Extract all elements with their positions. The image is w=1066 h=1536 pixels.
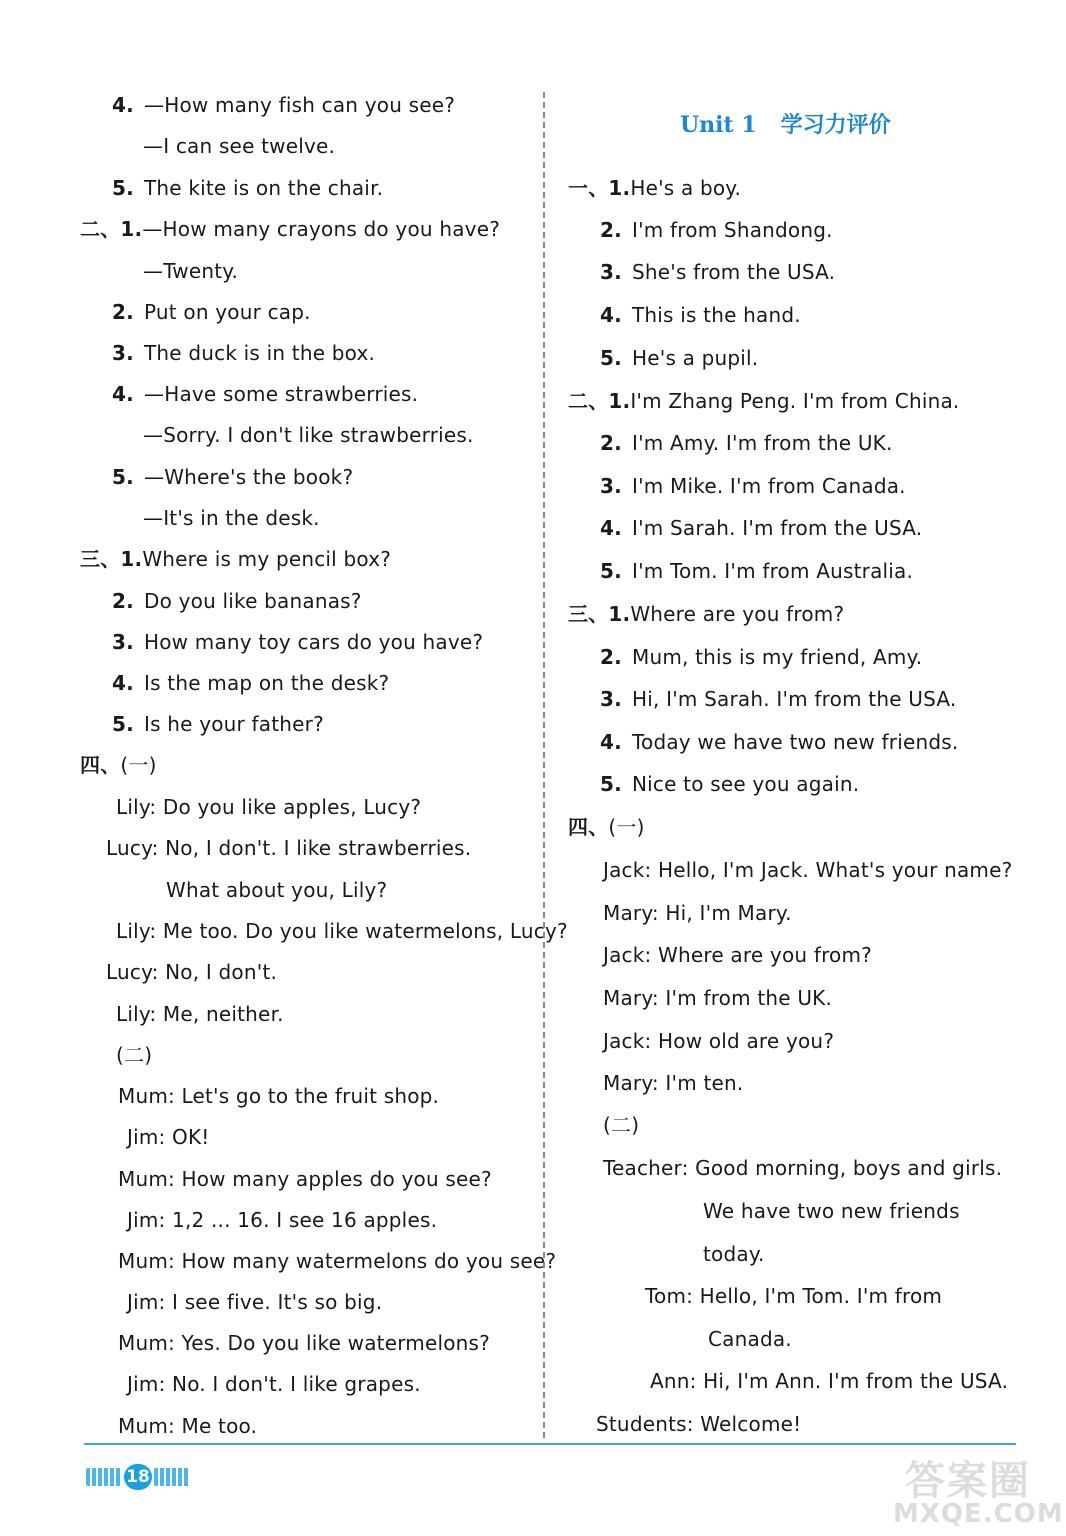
item-number: 2. (600, 431, 622, 455)
right-line (603, 857, 1012, 883)
right-line (600, 430, 893, 456)
item-text: Mary: Hi, I'm Mary. (603, 901, 792, 925)
badge-grid-left (86, 1468, 122, 1486)
right-line (600, 473, 906, 499)
left-line (112, 711, 324, 737)
right-line (603, 942, 872, 968)
right-line (600, 686, 956, 712)
item-text: —How many fish can you see? (144, 93, 456, 117)
column-divider (543, 92, 545, 1438)
item-text: Jack: Where are you from? (603, 943, 872, 967)
item-number: 5. (600, 346, 622, 370)
item-text: —Twenty. (143, 259, 239, 283)
right-line (603, 1112, 639, 1138)
left-line (143, 133, 335, 159)
item-text: Jack: How old are you? (603, 1029, 835, 1053)
item-text: I'm Sarah. I'm from the USA. (632, 516, 923, 540)
item-text: Mum: Let's go to the fruit shop. (118, 1084, 440, 1108)
item-text: Lily: Me, neither. (116, 1002, 284, 1026)
right-line (600, 302, 801, 328)
left-line (112, 381, 418, 407)
item-number: 二、1. (80, 217, 143, 241)
item-text: (二) (603, 1113, 640, 1137)
left-line (116, 794, 421, 820)
item-text: Where are you from? (630, 602, 845, 626)
item-text: She's from the USA. (632, 260, 836, 284)
item-text: Jack: Hello, I'm Jack. What's your name? (603, 858, 1013, 882)
right-line (645, 1283, 942, 1309)
right-line (600, 217, 833, 243)
watermark-bottom: MXQE.COM (893, 1499, 1064, 1529)
item-number: 3. (600, 260, 622, 284)
item-number: 5. (112, 712, 134, 736)
left-line (143, 505, 320, 531)
item-text: This is the hand. (632, 303, 801, 327)
left-line (118, 1166, 492, 1192)
item-text: He's a pupil. (632, 346, 759, 370)
item-text: Jim: OK! (127, 1125, 210, 1149)
item-text: Lucy: No, I don't. I like strawberries. (106, 836, 472, 860)
left-line (118, 1248, 556, 1274)
item-text: Mum, this is my friend, Amy. (632, 645, 923, 669)
unit-title: 学习力评价 (780, 112, 891, 138)
left-line (112, 175, 383, 201)
right-line (568, 175, 741, 201)
item-text: (一) (120, 753, 157, 777)
item-text: Mum: Yes. Do you like watermelons? (118, 1331, 490, 1355)
left-line (116, 1001, 284, 1027)
item-text: Canada. (708, 1327, 792, 1351)
item-number: 二、1. (568, 389, 631, 413)
watermark-top: 答案圈 (905, 1458, 1031, 1504)
item-number: 四、 (80, 753, 121, 777)
item-number: 4. (600, 516, 622, 540)
left-line (112, 629, 483, 655)
item-text: Nice to see you again. (632, 772, 860, 796)
left-line (143, 258, 238, 284)
item-text: Jim: 1,2 ... 16. I see 16 apples. (127, 1208, 438, 1232)
badge-grid-right (154, 1468, 190, 1486)
page-badge (86, 1464, 190, 1490)
item-text: Ann: Hi, I'm Ann. I'm from the USA. (650, 1369, 1009, 1393)
item-text: Lily: Me too. Do you like watermelons, Lucy? (116, 919, 568, 943)
item-text: What about you, Lily? (166, 878, 388, 902)
left-line (118, 1330, 490, 1356)
left-line (116, 1042, 152, 1068)
item-text: I'm Amy. I'm from the UK. (632, 431, 893, 455)
item-text: Hi, I'm Sarah. I'm from the USA. (632, 687, 957, 711)
right-line (600, 644, 922, 670)
left-line (80, 752, 157, 778)
right-line (650, 1368, 1008, 1394)
unit-label: Unit 1 (680, 112, 757, 138)
right-line (600, 729, 958, 755)
item-text: (二) (116, 1043, 153, 1067)
item-number: 四、 (568, 815, 609, 839)
left-line (127, 1371, 421, 1397)
item-number: 3. (600, 474, 622, 498)
left-line (127, 1289, 382, 1315)
item-text: Teacher: Good morning, boys and girls. (603, 1156, 1003, 1180)
item-text: Is the map on the desk? (144, 671, 390, 695)
item-text: The duck is in the box. (144, 341, 376, 365)
footer-rule (84, 1443, 1016, 1445)
item-number: 3. (112, 630, 134, 654)
item-number: 3. (112, 341, 134, 365)
item-text: I'm Tom. I'm from Australia. (632, 559, 914, 583)
right-line (603, 1028, 834, 1054)
item-number: 2. (112, 589, 134, 613)
item-text: today. (703, 1242, 765, 1266)
item-number: 4. (600, 730, 622, 754)
right-line (603, 985, 832, 1011)
right-line (603, 900, 792, 926)
page-number: 18 (124, 1464, 152, 1490)
item-text: Mary: I'm from the UK. (603, 986, 833, 1010)
item-text: —Have some strawberries. (144, 382, 419, 406)
item-text: Lily: Do you like apples, Lucy? (116, 795, 422, 819)
item-text: I'm Mike. I'm from Canada. (632, 474, 906, 498)
right-line (708, 1326, 792, 1352)
right-line (603, 1070, 743, 1096)
item-text: Put on your cap. (144, 300, 311, 324)
item-number: 3. (600, 687, 622, 711)
left-line (166, 877, 387, 903)
left-line (116, 918, 568, 944)
item-number: 4. (112, 382, 134, 406)
left-line (127, 1207, 437, 1233)
right-line (596, 1411, 801, 1437)
item-number: 4. (112, 671, 134, 695)
item-number: 5. (112, 176, 134, 200)
left-line (112, 670, 389, 696)
left-line (106, 835, 471, 861)
item-number: 5. (600, 559, 622, 583)
item-number: 一、1. (568, 176, 631, 200)
left-line (80, 216, 500, 242)
right-line (568, 601, 844, 627)
item-text: He's a boy. (630, 176, 742, 200)
item-text: I'm from Shandong. (632, 218, 833, 242)
right-line (600, 515, 922, 541)
right-line (703, 1241, 765, 1267)
left-line (112, 299, 311, 325)
item-text: Students: Welcome! (596, 1412, 802, 1436)
right-line (600, 345, 758, 371)
item-number: 5. (600, 772, 622, 796)
left-line (106, 959, 277, 985)
item-text: —I can see twelve. (143, 134, 336, 158)
left-line (112, 92, 455, 118)
item-text: Today we have two new friends. (632, 730, 959, 754)
item-text: Mum: How many watermelons do you see? (118, 1249, 557, 1273)
item-text: Do you like bananas? (144, 589, 362, 613)
item-text: Jim: No. I don't. I like grapes. (127, 1372, 421, 1396)
item-text: (一) (608, 815, 645, 839)
right-line (600, 771, 859, 797)
left-line (112, 588, 362, 614)
left-line (112, 464, 353, 490)
item-text: Is he your father? (144, 712, 324, 736)
item-text: Mum: Me too. (118, 1414, 258, 1438)
item-number: 2. (112, 300, 134, 324)
item-text: —How many crayons do you have? (142, 217, 501, 241)
item-number: 5. (112, 465, 134, 489)
item-text: Tom: Hello, I'm Tom. I'm from (645, 1284, 943, 1308)
item-text: I'm Zhang Peng. I'm from China. (630, 389, 960, 413)
right-line (703, 1198, 960, 1224)
right-line (603, 1155, 1002, 1181)
left-line (112, 340, 375, 366)
left-line (118, 1083, 439, 1109)
item-text: —Where's the book? (144, 465, 354, 489)
watermark-logo (885, 1447, 1065, 1532)
item-text: Mary: I'm ten. (603, 1071, 744, 1095)
unit-heading (680, 108, 891, 139)
item-text: The kite is on the chair. (144, 176, 384, 200)
left-line (127, 1124, 210, 1150)
right-line (600, 558, 913, 584)
item-text: —It's in the desk. (143, 506, 320, 530)
item-text: How many toy cars do you have? (144, 630, 484, 654)
left-line (143, 422, 474, 448)
item-text: Jim: I see five. It's so big. (127, 1290, 383, 1314)
item-number: 三、1. (80, 547, 143, 571)
right-line (568, 814, 645, 840)
item-number: 2. (600, 645, 622, 669)
item-number: 4. (600, 303, 622, 327)
item-text: We have two new friends (703, 1199, 960, 1223)
item-text: Where is my pencil box? (142, 547, 392, 571)
left-line (80, 546, 391, 572)
left-line (118, 1413, 257, 1439)
item-text: Mum: How many apples do you see? (118, 1167, 492, 1191)
item-number: 4. (112, 93, 134, 117)
item-number: 三、1. (568, 602, 631, 626)
item-text: —Sorry. I don't like strawberries. (143, 423, 474, 447)
right-line (600, 259, 835, 285)
item-number: 2. (600, 218, 622, 242)
item-text: Lucy: No, I don't. (106, 960, 278, 984)
right-line (568, 388, 960, 414)
